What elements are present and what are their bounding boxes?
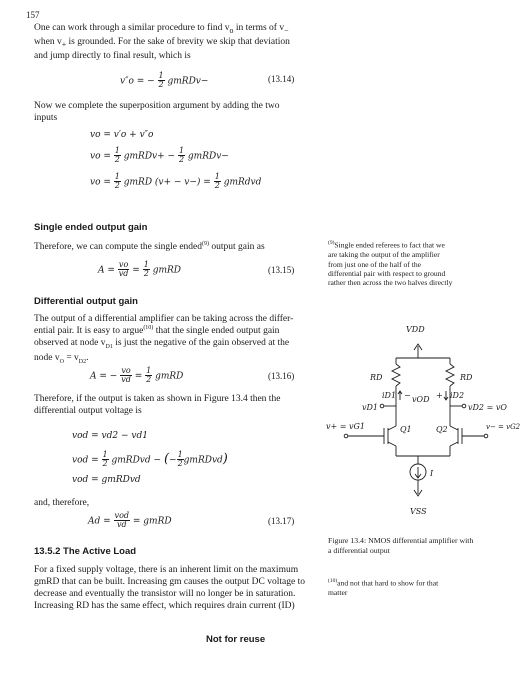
sidenote-9: $^{(9)}$Single ended referees to fact that we are taking the output of the amplifier from just one of the half of the differential pair with respect to ground rather then across the two halves directly <box>328 240 453 288</box>
resistor-rd-left <box>392 364 400 386</box>
vd2-node <box>462 404 466 408</box>
q1-drain <box>388 426 396 430</box>
intro-paragraph <box>34 22 334 62</box>
label-vd1: vD1 <box>362 403 379 412</box>
page-number: 157 <box>26 10 40 20</box>
differential-paragraph: The output of a differential amplifier can be taking across the differ- ential pair. It is easy to argue$^{(10)}$ that the single ended output gain observed at node $v_{D1}$ is just the negative of the gain observed at the node $v_O = v_{D2}$. <box>34 314 294 365</box>
equation-vo-differential: vo = $\frac{1}{2}$ gmRD (v+ − v−) = $\frac{1}{2}$ gmRdvd <box>90 172 262 191</box>
intro-line-2: when $v_+$ is grounded. For the sake of brevity we skip that deviation <box>34 37 290 49</box>
equation-number: (13.14) <box>268 74 295 84</box>
equation-13-15: A = $\frac{vo}{vd}$ = $\frac{1}{2}$ gmRD <box>98 260 181 279</box>
single-ended-text: Therefore, we can compute the single ended$^{(9)}$ output gain as <box>34 241 265 253</box>
equation-13-17: Ad = $\frac{\text{vod}}{vd}$ = gmRD <box>88 511 172 530</box>
equation-vod-expanded: vod = $\frac{1}{2}$ gmRDvd − (− $\frac{1}{2}$ gmRDvd) <box>72 450 228 469</box>
heading-active-load: 13.5.2 The Active Load <box>34 546 137 557</box>
label-rd-right: RD <box>460 373 473 382</box>
label-q2: Q2 <box>436 425 448 434</box>
label-vss: VSS <box>410 507 427 516</box>
intro-line-1: One can work through a similar procedure to find $v_o$ in terms of $v_-$ <box>34 23 289 35</box>
label-minus: − <box>404 391 411 400</box>
heading-differential: Differential output gain <box>34 296 138 307</box>
equation-number: (13.16) <box>268 371 295 381</box>
q2-source <box>450 442 458 446</box>
equation-number: (13.15) <box>268 265 295 275</box>
and-therefore: and, therefore, <box>34 498 90 508</box>
label-vdd: VDD <box>406 325 425 334</box>
q2-drain <box>450 426 458 430</box>
label-q1: Q1 <box>400 425 412 434</box>
vd1-node <box>380 404 384 408</box>
equation-vo-expanded: vo = $\frac{1}{2}$ gmRDv+ − $\frac{1}{2}$ gmRDv− <box>90 146 229 165</box>
figure-caption: Figure 13.4: NMOS differential amplifier with a differential output <box>328 536 474 555</box>
label-rd-left: RD <box>370 373 383 382</box>
label-id1: iD1 <box>382 391 397 400</box>
equation-13-14: v″o = − $\frac{1}{2}$ gmRDv− <box>120 71 209 90</box>
label-plus: + <box>436 391 443 400</box>
label-id2: iD2 <box>450 391 465 400</box>
differential-voltage-paragraph: Therefore, if the output is taken as shown in Figure 13.4 then the differential output voltage is <box>34 394 281 417</box>
resistor-rd-right <box>446 364 454 386</box>
intro-line-3: and jump directly to final result, which is <box>34 51 191 62</box>
label-i: I <box>430 469 434 478</box>
equation-number: (13.17) <box>268 516 295 526</box>
label-vin-plus: v+ = vG1 <box>326 422 366 431</box>
superposition-paragraph: Now we complete the superposition argument by adding the two inputs <box>34 101 280 124</box>
label-vd2: vD2 = vO <box>468 403 507 412</box>
active-load-paragraph: For a fixed supply voltage, there is an inherent limit on the maximum gmRD that can be built. Increasing gm causes the output DC voltage to decrease and eventually the transistor will no longer be in saturation. Increasing RD has the same effect, which requires drain current (ID) <box>34 565 305 612</box>
fraction: $\frac{1}{2}$ <box>158 71 164 90</box>
vg1-node <box>344 434 348 438</box>
equation-vod-result: vod = gmRDvd <box>72 475 141 485</box>
sidenote-10: $^{(10)}$and not that hard to show for that matter <box>328 578 439 598</box>
label-vod: vOD <box>412 395 430 404</box>
footer-not-for-reuse: Not for reuse <box>206 634 266 645</box>
nmos-differential-amplifier-schematic <box>326 318 521 523</box>
heading-single-ended: Single ended output gain <box>34 222 148 233</box>
label-vin-minus: v− = vG2 <box>486 423 521 431</box>
vg2-node <box>484 434 488 438</box>
equation-13-16: A = − $\frac{vo}{vd}$ = $\frac{1}{2}$ gmRD <box>90 366 184 385</box>
equation-vod-diff: vod = vd2 − vd1 <box>72 431 148 441</box>
q1-source <box>388 442 396 446</box>
equation-vo-sum: vo = v′o + v″o <box>90 130 154 140</box>
